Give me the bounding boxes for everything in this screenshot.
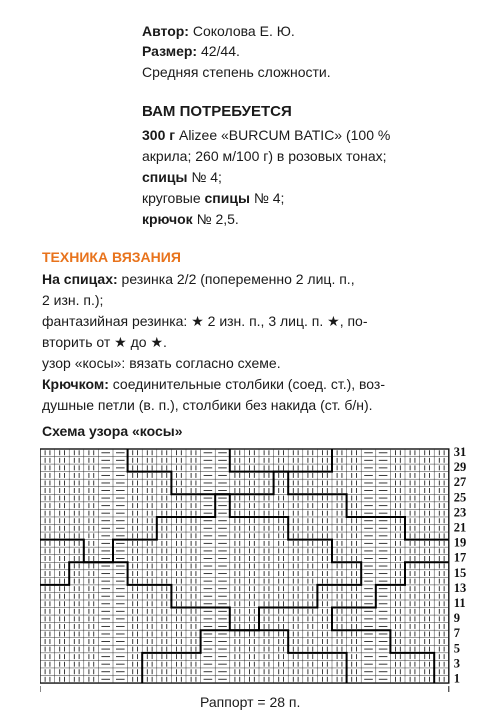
materials-title: ВАМ ПОТРЕБУЕТСЯ — [142, 103, 292, 120]
chart-row-label: 5 — [453, 641, 461, 656]
knit-line-2: 2 изн. п.); — [42, 292, 104, 308]
braid-chart — [40, 447, 485, 692]
knit-line-1: На спицах: резинка 2/2 (попеременно 2 лиц. п., — [42, 271, 355, 287]
chart-title: Схема узора «косы» — [42, 423, 183, 439]
chart-row-label: 23 — [453, 505, 467, 520]
circular-needles-line: круговые спицы № 4; — [142, 190, 285, 206]
fancy-line-1: фантазийная резинка: ★ 2 изн. п., 3 лиц. п. ★, по- — [42, 313, 368, 329]
yarn-line-2: акрила; 260 м/100 г) в розовых тонах; — [142, 148, 387, 164]
chart-row-label: 31 — [453, 447, 467, 459]
chart-row-label: 21 — [453, 520, 467, 535]
chart-row-label: 25 — [453, 490, 467, 505]
hook-line: крючок № 2,5. — [142, 211, 239, 227]
technique-title: ТЕХНИКА ВЯЗАНИЯ — [42, 249, 181, 265]
yarn-line-1: 300 г Alizee «BURCUM BATIC» (100 % — [142, 127, 391, 143]
chart-row-label: 11 — [453, 595, 466, 610]
author-line: Автор: Соколова Е. Ю. — [142, 23, 295, 39]
chart-row-label: 19 — [453, 535, 467, 550]
chart-row-label: 3 — [453, 656, 461, 671]
hook-technique-line-1: Крючком: соединительные столбики (соед. ст.), воз- — [42, 376, 386, 392]
size-line: Размер: 42/44. — [142, 43, 240, 59]
braid-line: узор «косы»: вязать согласно схеме. — [42, 355, 281, 371]
chart-row-label: 27 — [453, 475, 467, 490]
hook-technique-line-2: душные петли (в. п.), столбики без накида (ст. б/н). — [42, 397, 373, 413]
fancy-line-2: вторить от ★ до ★. — [42, 334, 167, 350]
chart-row-label: 1 — [453, 671, 461, 686]
chart-row-label: 7 — [453, 626, 461, 641]
needles-line: спицы № 4; — [142, 169, 222, 185]
chart-row-label: 17 — [453, 550, 467, 565]
difficulty-line: Средняя степень сложности. — [142, 64, 331, 80]
chart-row-label: 9 — [453, 611, 461, 626]
chart-row-label: 13 — [453, 580, 467, 595]
chart-row-label: 29 — [453, 460, 467, 475]
rapport-label: Раппорт = 28 п. — [200, 694, 301, 710]
chart-row-label: 15 — [453, 565, 467, 580]
